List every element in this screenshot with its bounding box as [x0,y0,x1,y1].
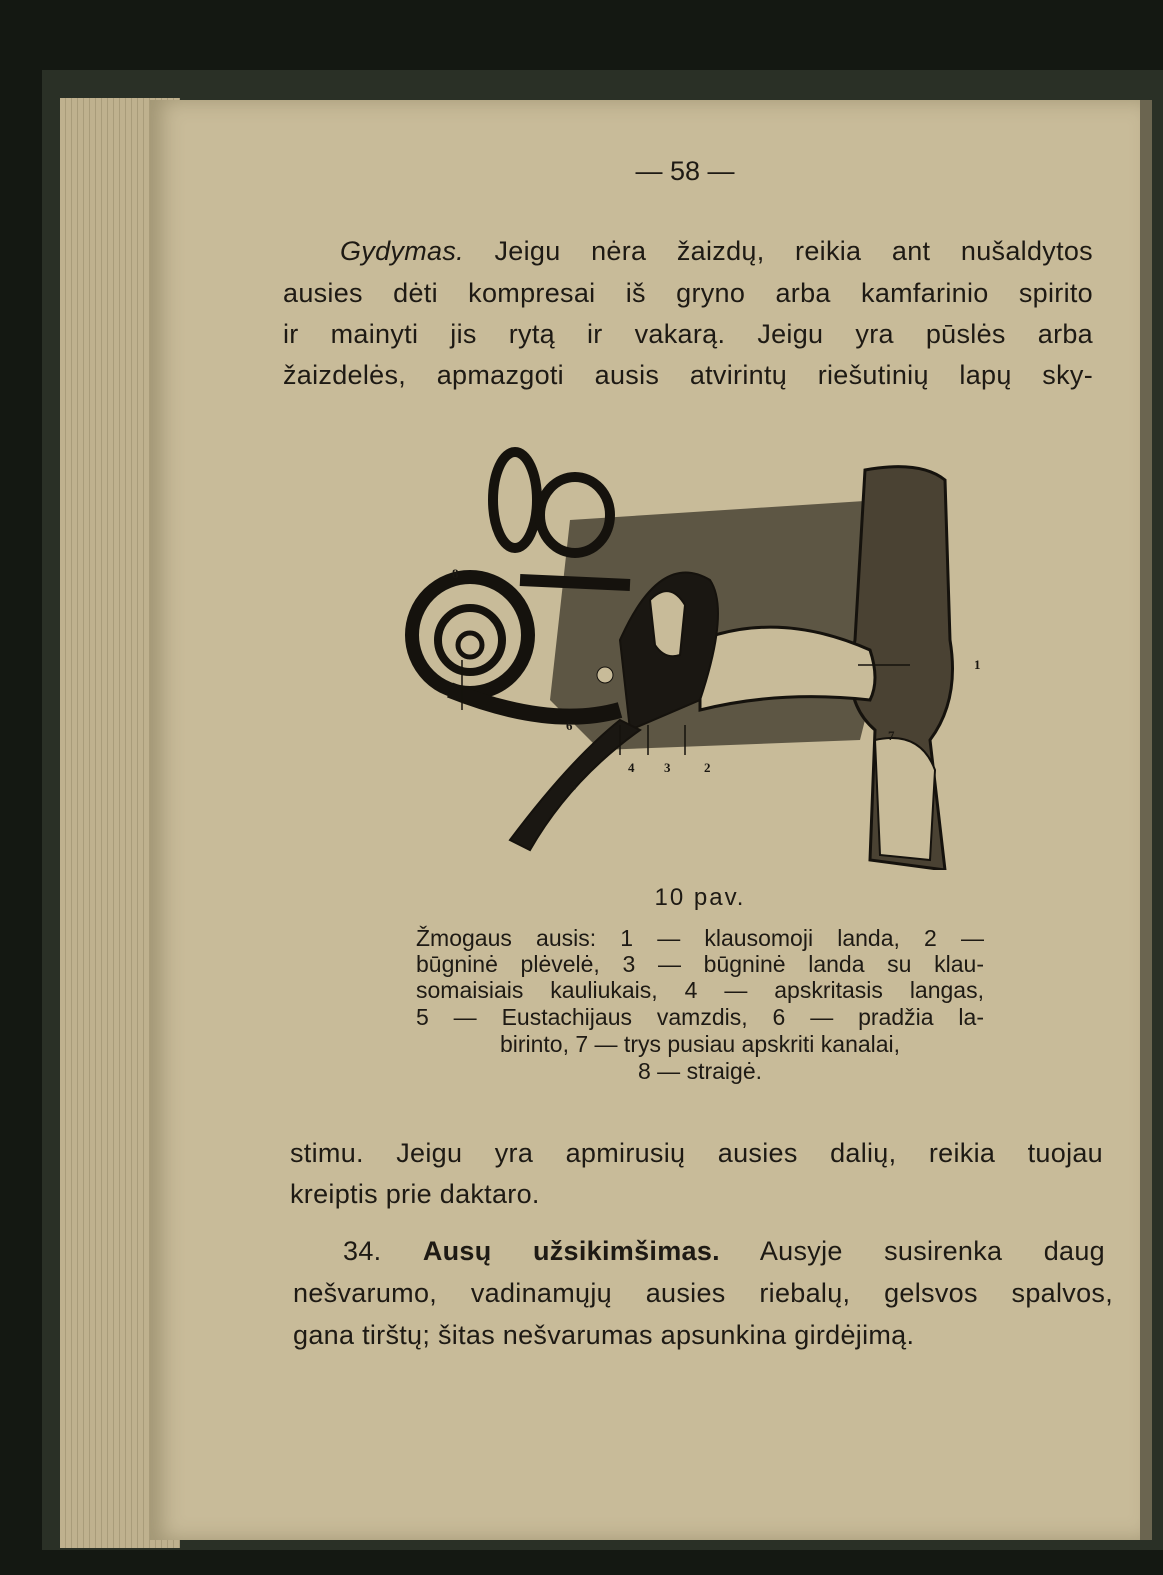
page-number: — 58 — [635,156,735,186]
caption-line-6: 8 — straigė. [638,1058,762,1084]
paragraph1-line-2: ausies dėti kompresai iš gryno arba kamfarinio spirito [283,278,1093,308]
caption-line-5: birinto, 7 — trys pusiau apskriti kanalai, [499,1031,901,1057]
caption-line-4: 5 — Eustachijaus vamzdis, 6 — pradžia la- [416,1004,984,1030]
section34-line-1 [343,1236,1105,1267]
section34-line-3: gana tirštų; šitas nešvarumas apsunkina girdėjimą. [293,1320,915,1350]
figure-label-1: 1 [974,657,981,672]
figure-label-7: 7 [888,728,895,743]
heading-gydymas: Gydymas. [340,236,464,266]
paragraph1-line-3: ir mainyti jis rytą ir vakarą. Jeigu yra pūslės arba [283,319,1093,349]
section-title: Ausų užsikimšimas. [422,1236,720,1266]
figure-label-3: 3 [664,760,671,775]
figure-label-2: 2 [704,760,711,775]
section34-line-2: nešvarumo, vadinamųjų ausies riebalų, gelsvos spalvos, [293,1278,1113,1308]
figure-number: 10 pav. [654,884,746,911]
figure-label-5: 5 [570,778,577,793]
figure-label-4: 4 [628,760,635,775]
section-number: 34. [343,1236,382,1266]
ear-illustration [400,440,1000,870]
section34-line-1-text: Ausyje susirenka daug [759,1236,1105,1266]
caption-line-3: somaisiais kauliukais, 4 — apskritasis langas, [416,977,984,1003]
paragraph1-line-4: žaizdelės, apmazgoti ausis atvirintų riešutinių lapų sky- [283,360,1093,390]
caption-line-2: būgninė plėvelė, 3 — būgninė landa su klau- [416,951,984,977]
paragraph2-line-2: kreiptis prie daktaro. [290,1179,540,1209]
caption-line-1: Žmogaus ausis: 1 — klausomoji landa, 2 — [416,925,984,951]
paragraph1-line-1 [340,236,1093,267]
paragraph1-line-1-text: Jeigu nėra žaizdų, reikia ant nušaldytos [494,236,1093,266]
page-right-edge [1140,100,1152,1540]
figure-label-8: 8 [452,566,459,581]
figure-label-6: 6 [566,718,573,733]
paragraph2-line-1: stimu. Jeigu yra apmirusių ausies dalių, reikia tuojau [290,1138,1103,1168]
